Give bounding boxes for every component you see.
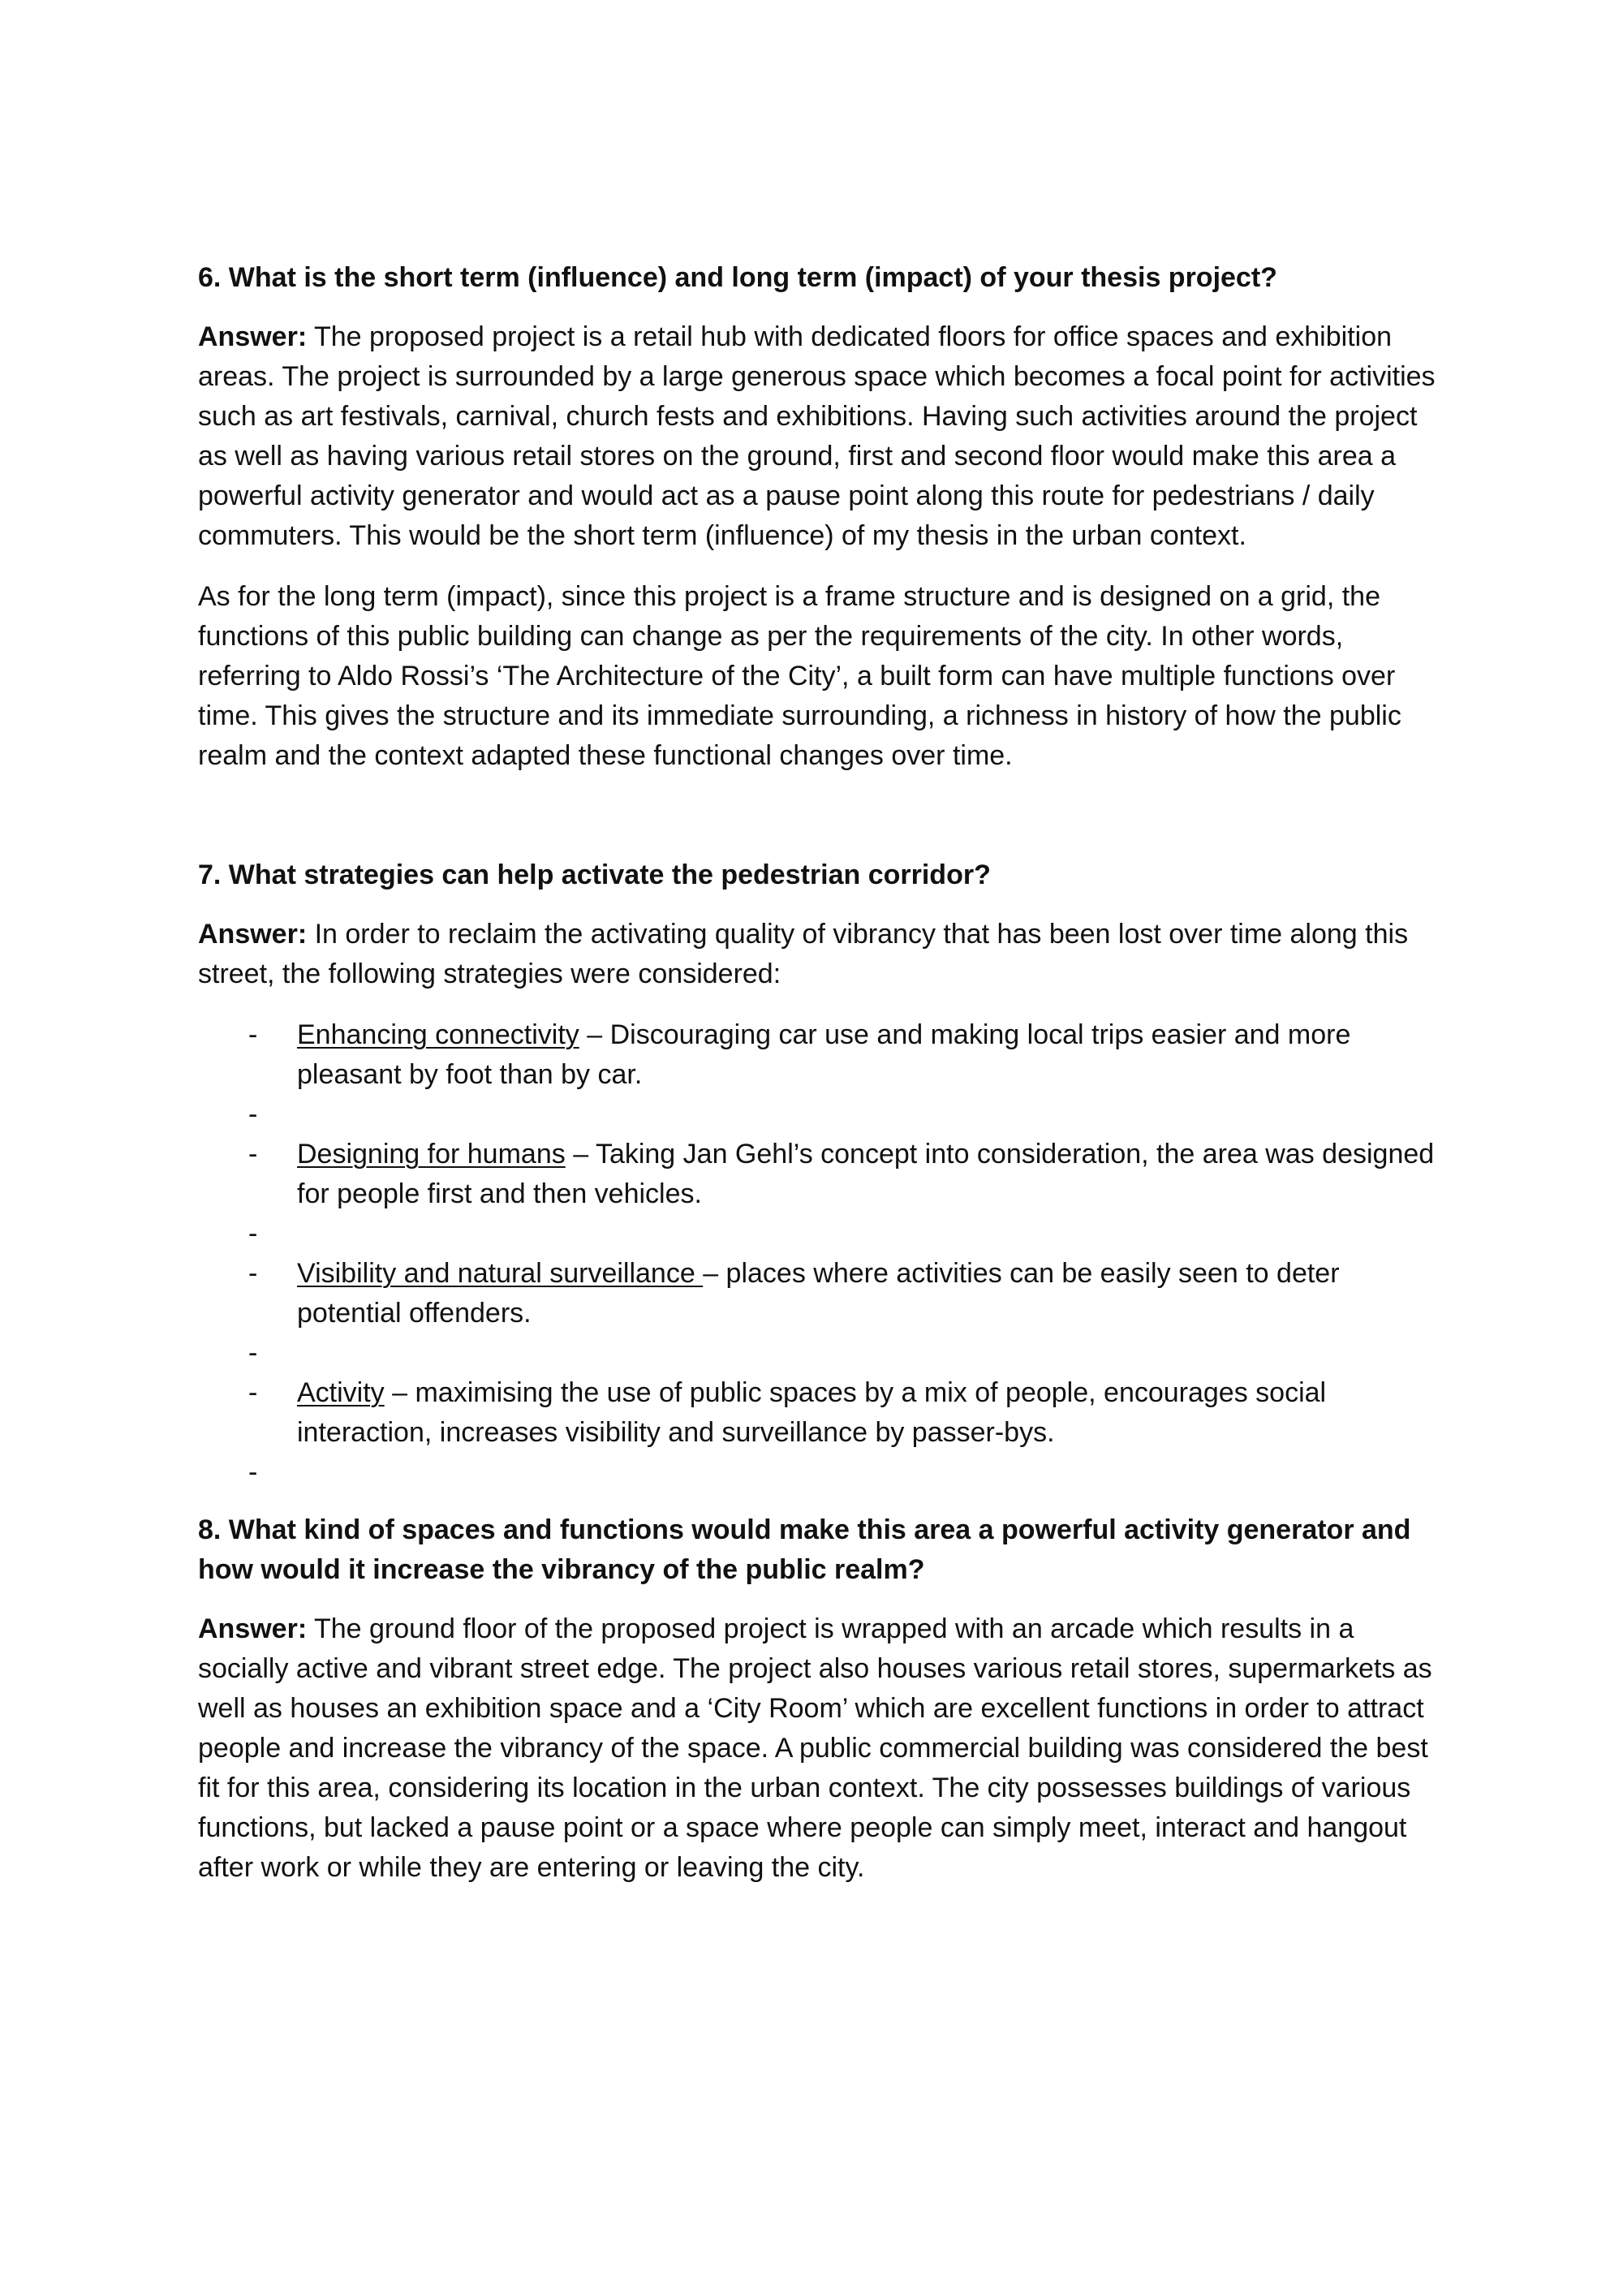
bullet-dash: - xyxy=(248,1258,258,1289)
question-7-answer xyxy=(198,915,1448,994)
bullet-dash: - xyxy=(248,1457,258,1488)
strategy-term: Activity xyxy=(297,1377,385,1408)
answer-text: The proposed project is a retail hub with dedicated floors for office spaces and exhibition areas. The project is surrounded by a large generous space which becomes a focal point for activities such as art festivals, carnival, church fests and exhibitions. Having such activities around the project as well as having various retail stores on the ground, first and second floor would make this area a powerful activity generator and would act as a pause point along this route for pedestrians / daily commuters. This would be the short term (influence) of my thesis in the urban context. xyxy=(198,321,1436,551)
bullet-dash: - xyxy=(248,1338,258,1368)
bullet-dash: - xyxy=(248,1218,258,1249)
strategy-term: Enhancing connectivity xyxy=(297,1019,579,1050)
strategy-text: – maximising the use of public spaces by a mix of people, encourages social interaction, increases visibility and surveillance by passer-bys. xyxy=(297,1377,1327,1448)
question-6-heading: 6. What is the short term (influence) and long term (impact) of your thesis project? xyxy=(198,262,1277,293)
answer-label: Answer: xyxy=(198,1613,308,1644)
list-item xyxy=(198,1214,1448,1254)
list-item xyxy=(198,1333,1448,1373)
question-8-answer xyxy=(198,1609,1448,1888)
bullet-dash: - xyxy=(248,1099,258,1130)
strategies-list xyxy=(198,1015,1448,1493)
strategy-text: – Discouraging car use and making local trips easier and more pleasant by foot than by car. xyxy=(297,1019,1351,1090)
question-7-heading: 7. What strategies can help activate the pedestrian corridor? xyxy=(198,859,991,890)
list-item xyxy=(198,1254,1448,1333)
strategy-term: Visibility and natural surveillance xyxy=(297,1258,704,1289)
strategy-term: Designing for humans xyxy=(297,1139,566,1170)
answer-label: Answer: xyxy=(198,919,308,950)
question-8-heading: 8. What kind of spaces and functions would make this area a powerful activity generator and how would it increase the vibrancy of the public realm? xyxy=(198,1514,1411,1585)
document-page xyxy=(198,258,1448,1888)
list-item xyxy=(198,1135,1448,1214)
answer-text: In order to reclaim the activating quality of vibrancy that has been lost over time along this street, the following strategies were considered: xyxy=(198,919,1409,989)
list-item xyxy=(198,1015,1448,1095)
bullet-dash: - xyxy=(248,1019,258,1050)
answer-label: Answer: xyxy=(198,321,308,352)
bullet-dash: - xyxy=(248,1377,258,1408)
question-6-paragraph-2: As for the long term (impact), since this project is a frame structure and is designed on a grid, the functions of this public building can change as per the requirements of the city. In other words, referring to Aldo Rossi’s ‘The Architecture of the City’, a built form can have multiple functions over time. This gives the structure and its immediate surrounding, a richness in history of how the public realm and the context adapted these functional changes over time. xyxy=(198,581,1401,771)
question-6-answer xyxy=(198,317,1448,556)
answer-text: The ground floor of the proposed project is wrapped with an arcade which results in a socially active and vibrant street edge. The project also houses various retail stores, supermarkets as well as houses an exhibition space and a ‘City Room’ which are excellent functions in order to attract people and increase the vibrancy of the space. A public commercial building was considered the best fit for this area, considering its location in the urban context. The city possesses buildings of various functions, but lacked a pause point or a space where people can simply meet, interact and hangout after work or while they are entering or leaving the city. xyxy=(198,1613,1432,1883)
list-item xyxy=(198,1095,1448,1135)
strategy-text: – Taking Jan Gehl’s concept into consideration, the area was designed for people first and then vehicles. xyxy=(297,1139,1435,1209)
list-item xyxy=(198,1453,1448,1493)
strategy-text: – places where activities can be easily seen to deter potential offenders. xyxy=(297,1258,1340,1329)
list-item xyxy=(198,1373,1448,1453)
bullet-dash: - xyxy=(248,1139,258,1170)
